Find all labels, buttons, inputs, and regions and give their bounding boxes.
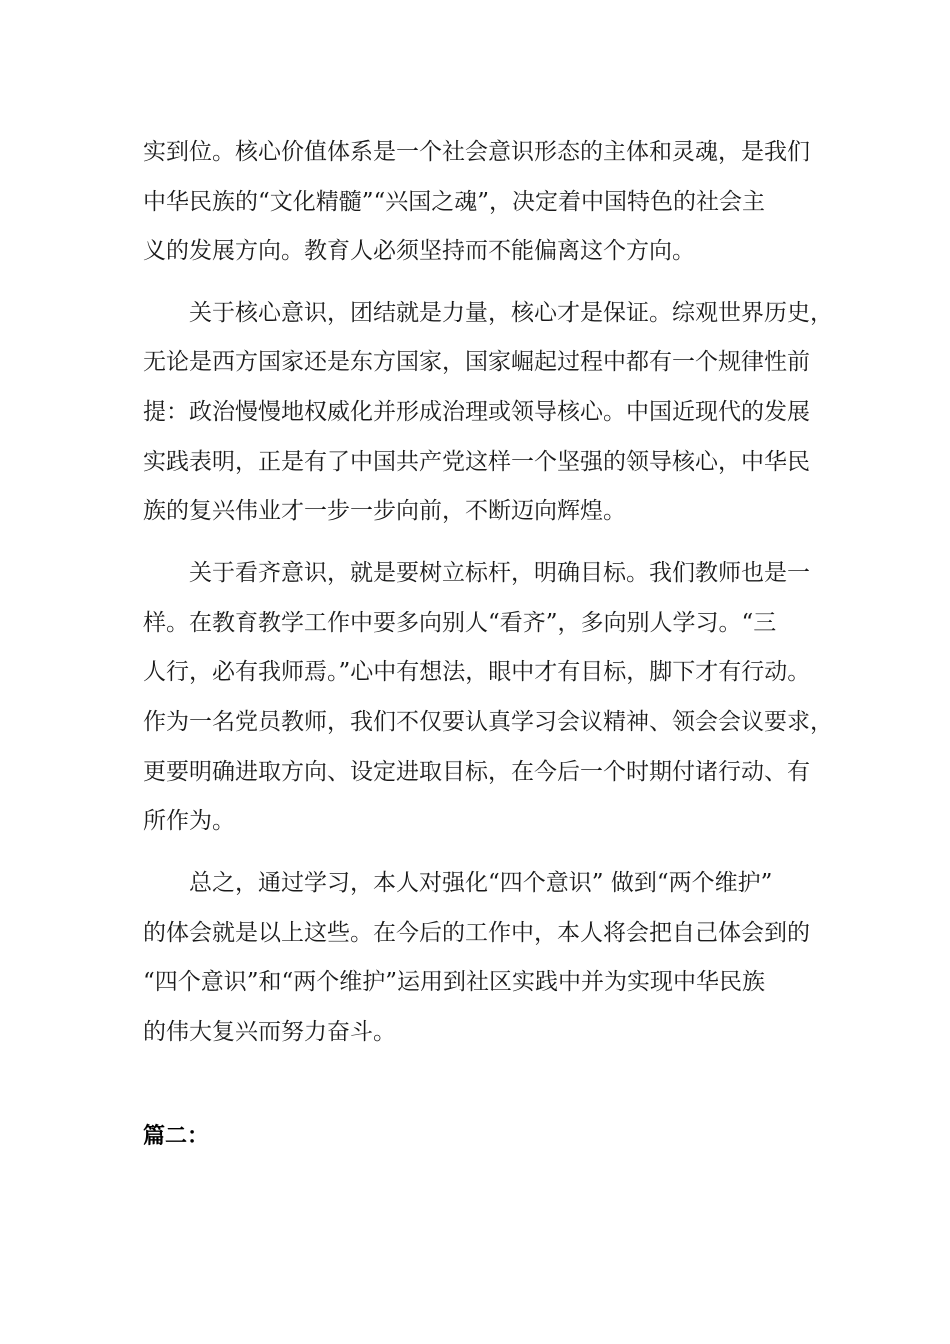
paragraph-2-line-4: 实践表明，正是有了中国共产党这样一个坚强的领导核心，中华民 xyxy=(143,449,810,475)
paragraph-4-line-2: 的体会就是以上这些。在今后的工作中，本人将会把自己体会到的 xyxy=(143,920,810,946)
paragraph-4-line-1: 总之，通过学习，本人对强化“四个意识” 做到“两个维护” xyxy=(189,870,773,896)
paragraph-2-line-2: 无论是西方国家还是东方国家，国家崛起过程中都有一个规律性前 xyxy=(143,349,810,375)
paragraph-2-line-1: 关于核心意识，团结就是力量，核心才是保证。综观世界历史， xyxy=(189,300,833,326)
paragraph-4-line-4: 的伟大复兴而努力奋斗。 xyxy=(143,1019,396,1045)
section-heading: 篇二： xyxy=(143,1124,210,1149)
paragraph-3-line-6: 所作为。 xyxy=(143,808,235,834)
paragraph-3-line-2: 样。在教育教学工作中要多向别人“看齐”，多向别人学习。“三 xyxy=(143,610,777,636)
paragraph-1-line-3: 义的发展方向。教育人必须坚持而不能偏离这个方向。 xyxy=(143,238,695,264)
paragraph-1-line-1: 实到位。核心价值体系是一个社会意识形态的主体和灵魂，是我们 xyxy=(143,139,810,165)
paragraph-2-line-5: 族的复兴伟业才一步一步向前，不断迈向辉煌。 xyxy=(143,498,626,524)
paragraph-3-line-3: 人行，必有我师焉。”心中有想法，眼中才有目标，脚下才有行动。 xyxy=(143,659,811,685)
paragraph-4-line-3: “四个意识”和“两个维护”运用到社区实践中并为实现中华民族 xyxy=(143,969,766,995)
paragraph-3-line-4: 作为一名党员教师，我们不仅要认真学习会议精神、领会会议要求， xyxy=(143,709,833,735)
paragraph-3-line-1: 关于看齐意识，就是要树立标杆，明确目标。我们教师也是一 xyxy=(189,560,810,586)
paragraph-2-line-3: 提：政治慢慢地权威化并形成治理或领导核心。中国近现代的发展 xyxy=(143,399,810,425)
paragraph-3-line-5: 更要明确进取方向、设定进取目标，在今后一个时期付诸行动、有 xyxy=(143,759,810,785)
paragraph-1-line-2: 中华民族的“文化精髓”“兴国之魂”，决定着中国特色的社会主 xyxy=(143,189,766,215)
